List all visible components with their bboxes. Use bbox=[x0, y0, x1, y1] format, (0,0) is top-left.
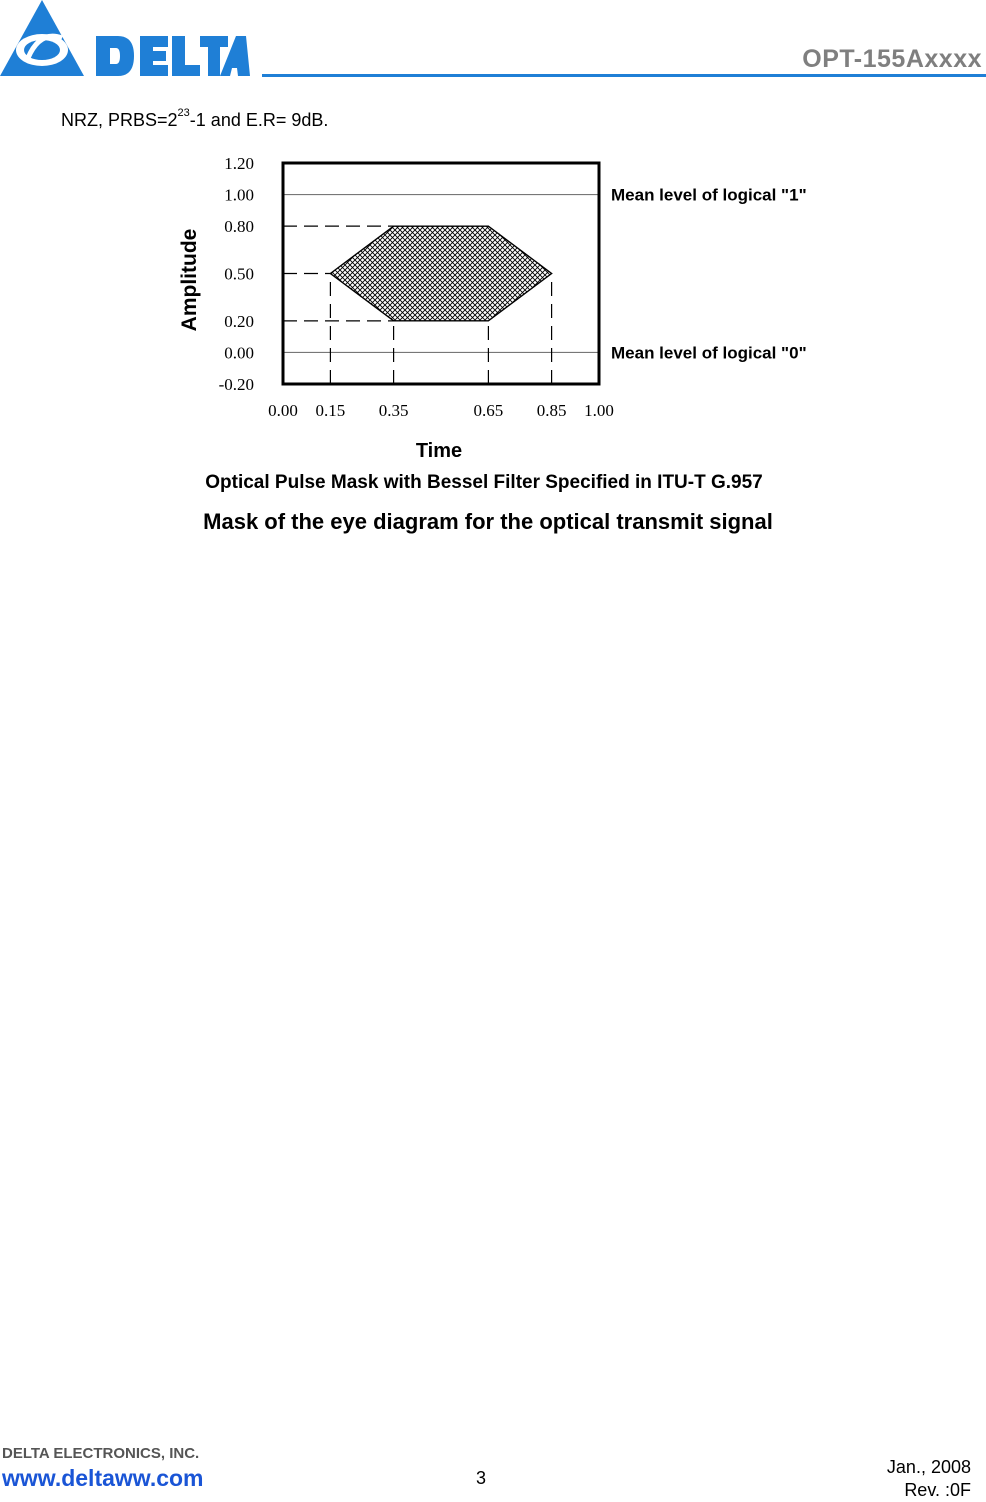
x-tick-label-2: 0.35 bbox=[378, 401, 409, 420]
footer-date: Jan., 2008 bbox=[886, 1457, 971, 1477]
document-code: OPT-155Axxxx bbox=[802, 45, 982, 73]
mask-polygon bbox=[330, 226, 551, 321]
chart-title: Optical Pulse Mask with Bessel Filter Specified in ITU-T G.957 bbox=[205, 472, 763, 493]
reference-line-label-0: Mean level of logical "1" bbox=[611, 185, 807, 205]
y-tick-label-0: 1.20 bbox=[224, 154, 254, 173]
figure-caption: Mask of the eye diagram for the optical transmit signal bbox=[203, 509, 773, 534]
y-tick-label-2: 0.80 bbox=[224, 217, 254, 237]
footer-url-link[interactable]: www.deltaww.com bbox=[2, 1465, 204, 1491]
x-tick-label-4: 0.85 bbox=[536, 401, 567, 420]
footer-date-block bbox=[887, 1456, 971, 1502]
y-tick-label-6: -0.20 bbox=[218, 375, 254, 394]
test-condition-exponent: 23 bbox=[177, 107, 190, 119]
chart-xlabel: Time bbox=[415, 440, 463, 462]
test-condition-suffix: -1 and E.R= 9dB. bbox=[189, 110, 329, 130]
chart-ylabel: Amplitude bbox=[178, 228, 201, 332]
y-tick-label-3: 0.50 bbox=[224, 264, 254, 284]
header-rule bbox=[262, 74, 986, 77]
test-condition-prefix: NRZ, PRBS=2 bbox=[61, 110, 178, 130]
y-tick-label-4: 0.20 bbox=[224, 311, 254, 331]
x-tick-label-0: 0.00 bbox=[268, 401, 298, 420]
y-tick-label-5: 0.00 bbox=[224, 343, 254, 363]
x-tick-label-1: 0.15 bbox=[315, 401, 346, 420]
reference-line-label-1: Mean level of logical "0" bbox=[611, 343, 807, 363]
y-tick-label-1: 1.00 bbox=[224, 185, 254, 205]
footer-company: DELTA ELECTRONICS, INC. bbox=[2, 1445, 200, 1462]
test-condition bbox=[61, 107, 329, 131]
x-tick-label-5: 1.00 bbox=[584, 401, 614, 420]
page-number: 3 bbox=[476, 1468, 487, 1488]
delta-logo bbox=[0, 0, 250, 80]
eye-mask-chart bbox=[170, 145, 820, 500]
footer-revision: Rev. :0F bbox=[904, 1480, 971, 1500]
x-tick-label-3: 0.65 bbox=[473, 401, 504, 420]
